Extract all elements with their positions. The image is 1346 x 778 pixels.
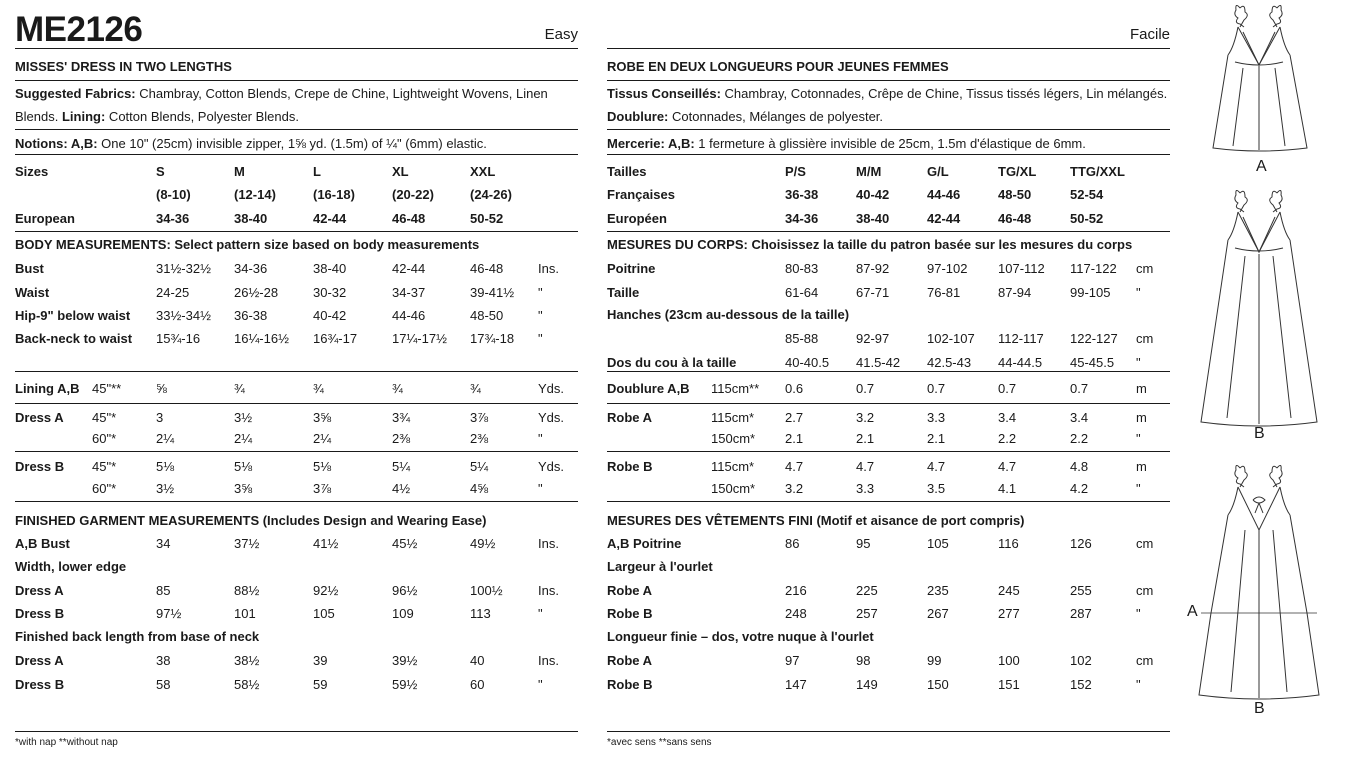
fabrics-text: Chambray, Cotton Blends, Crepe de Chine, Lightweight Wovens, Linen Blends.: [15, 86, 548, 124]
body-row-value: 34-36: [234, 261, 268, 276]
yardage-value: 4.2: [1070, 481, 1089, 496]
fabric-width: 60"*: [92, 431, 117, 446]
yardage-value: 4.7: [785, 459, 804, 474]
finished-bust-label: A,B Bust: [15, 536, 70, 551]
yardage-value: 3.3: [927, 410, 946, 425]
footnote: *avec sens **sans sens: [607, 737, 712, 748]
body-row-value: 97-102: [927, 261, 968, 276]
view-a-label: A: [1256, 158, 1267, 175]
yardage-row-value: ¾: [470, 381, 481, 396]
body-row-value: 61-64: [785, 285, 819, 300]
body-row-value: 31½-32½: [156, 261, 211, 276]
unit: Ins.: [538, 653, 559, 668]
yardage-row-value: 2⅜: [470, 431, 489, 446]
width-row-value: 96½: [392, 583, 418, 598]
size-range: (12-14): [234, 187, 276, 202]
footnote: *with nap **without nap: [15, 737, 118, 748]
unit: m: [1136, 381, 1147, 396]
unit: ": [1136, 606, 1141, 621]
dress-illustrations: [1183, 0, 1346, 773]
length-row-value: 38½: [234, 653, 260, 668]
unit: Ins.: [538, 583, 559, 598]
divider: [15, 731, 578, 732]
yardage-row-value: 2⅜: [392, 431, 411, 446]
divider: [607, 129, 1170, 130]
yardage-row-value: 3⅞: [313, 481, 332, 496]
european-size: 46-48: [998, 211, 1032, 226]
finished-heading: MESURES DES VÊTEMENTS FINI (Motif et aisance de port compris): [607, 513, 1025, 528]
divider: [607, 451, 1170, 452]
body-row-value: 24-25: [156, 285, 190, 300]
body-row-value: 117-122: [1070, 261, 1117, 276]
yardage-value: 3.4: [998, 410, 1017, 425]
width-row-value: 100½: [470, 583, 503, 598]
finished-bust-value: 34: [156, 536, 171, 551]
pattern-code: ME2126: [15, 10, 143, 49]
body-row-value: 38-40: [313, 261, 347, 276]
yardage-row-value: 3⅝: [313, 410, 332, 425]
yardage-row-value: 5¼: [470, 459, 489, 474]
body-row-value: 16¼-16½: [234, 331, 289, 346]
fabric-width: 60"*: [92, 481, 117, 496]
size-range: (24-26): [470, 187, 512, 202]
body-heading: MESURES DU CORPS: Choisissez la taille du patron basée sur les mesures du corps: [607, 237, 1133, 252]
european-size: 38-40: [234, 211, 268, 226]
yardage-value: 2.1: [785, 431, 804, 446]
yardage-row-value: 3: [156, 410, 164, 425]
fabric-width: 45"*: [92, 410, 117, 425]
back-label: Dos du cou à la taille: [607, 355, 737, 370]
size-range: (8-10): [156, 187, 191, 202]
length-row-value: 40: [470, 653, 485, 668]
length-row-value: 152: [1070, 677, 1092, 692]
body-row-value: 16¾-17: [313, 331, 358, 346]
dress-a-front-sketch: [1213, 5, 1307, 151]
finished-bust-value: 45½: [392, 536, 418, 551]
yardage-label: Doublure A,B: [607, 381, 690, 396]
width-row-value: 216: [785, 583, 807, 598]
divider: [15, 371, 578, 372]
width-row-value: 225: [856, 583, 878, 598]
unit: cm: [1136, 261, 1154, 276]
yardage-value: 4.7: [927, 459, 946, 474]
body-row-value: 44-46: [392, 308, 426, 323]
divider: [15, 80, 578, 81]
yardage-value: 3.5: [927, 481, 946, 496]
yardage-label: Robe A: [607, 410, 653, 425]
body-row-value: 34-37: [392, 285, 426, 300]
width-row-value: 88½: [234, 583, 260, 598]
yardage-row-value: 2¼: [313, 431, 332, 446]
yardage-value: 0.7: [998, 381, 1017, 396]
dress-b-front-sketch: [1201, 190, 1317, 426]
hip-row-value: 112-117: [998, 331, 1044, 346]
divider: [607, 403, 1170, 404]
length-row-label: Robe B: [607, 677, 653, 692]
european-size: 42-44: [927, 211, 961, 226]
body-row-value: 40-42: [313, 308, 347, 323]
body-row-value: 76-81: [927, 285, 961, 300]
unit: Ins.: [538, 261, 559, 276]
width-heading: Width, lower edge: [15, 559, 127, 574]
length-row-value: 149: [856, 677, 878, 692]
notions-label: Mercerie: A,B:: [607, 136, 695, 151]
width-row-value: 105: [313, 606, 335, 621]
section-title: MISSES' DRESS IN TWO LENGTHS: [15, 59, 232, 74]
body-row-value: 39-41½: [470, 285, 515, 300]
size-header: M/M: [856, 164, 882, 179]
divider: [15, 154, 578, 155]
fabrics-label: Tissus Conseillés:: [607, 86, 721, 101]
unit: m: [1136, 410, 1147, 425]
european-size: 42-44: [313, 211, 347, 226]
lining-text: Cotonnades, Mélanges de polyester.: [668, 109, 884, 124]
body-row-value: 42-44: [392, 261, 426, 276]
unit: Yds.: [538, 410, 565, 425]
yardage-row-value: 5¼: [392, 459, 411, 474]
yardage-row-value: ¾: [234, 381, 245, 396]
unit: m: [1136, 459, 1147, 474]
width-row-value: 287: [1070, 606, 1092, 621]
lining-text: Cotton Blends, Polyester Blends.: [105, 109, 299, 124]
yardage-label: Dress A: [15, 410, 64, 425]
width-row-value: 97½: [156, 606, 182, 621]
finished-bust-value: 126: [1070, 536, 1092, 551]
yardage-value: 3.2: [785, 481, 804, 496]
notions-label: Notions: A,B:: [15, 136, 98, 151]
fabrics-label: Suggested Fabrics:: [15, 86, 136, 101]
width-row-value: 245: [998, 583, 1020, 598]
notions-line: [15, 136, 487, 152]
divider: [607, 80, 1170, 81]
fabric-width: 150cm*: [711, 431, 756, 446]
body-row-value: 46-48: [470, 261, 504, 276]
section-title: ROBE EN DEUX LONGUEURS POUR JEUNES FEMMES: [607, 59, 949, 74]
yardage-value: 2.2: [998, 431, 1017, 446]
body-row-label: Back-neck to waist: [15, 331, 133, 346]
unit: Ins.: [538, 536, 559, 551]
length-row-value: 58½: [234, 677, 260, 692]
unit: ": [538, 431, 543, 446]
divider: [607, 371, 1170, 372]
size-header: TTG/XXL: [1070, 164, 1125, 179]
dress-sketches: [1183, 0, 1346, 773]
length-heading: Longueur finie – dos, votre nuque à l'ourlet: [607, 629, 874, 644]
yardage-label: Lining A,B: [15, 381, 80, 396]
size-header: G/L: [927, 164, 949, 179]
hip-row-value: 85-88: [785, 331, 819, 346]
back-row-value: 45-45.5: [1070, 355, 1115, 370]
yardage-row-value: 3½: [156, 481, 175, 496]
unit: ": [1136, 285, 1141, 300]
width-row-label: Dress B: [15, 606, 65, 621]
finished-heading: FINISHED GARMENT MEASUREMENTS (Includes Design and Wearing Ease): [15, 513, 487, 528]
divider: [15, 231, 578, 232]
yardage-value: 4.8: [1070, 459, 1089, 474]
back-row-value: 41.5-42: [856, 355, 901, 370]
yardage-value: 0.6: [785, 381, 804, 396]
yardage-row-value: 5⅛: [313, 459, 332, 474]
yardage-value: 2.7: [785, 410, 804, 425]
yardage-value: 0.7: [927, 381, 946, 396]
body-row-value: 87-92: [856, 261, 890, 276]
yardage-value: 4.7: [856, 459, 875, 474]
yardage-row-value: ⅝: [156, 381, 167, 396]
divider: [607, 231, 1170, 232]
size-header: P/S: [785, 164, 806, 179]
length-row-value: 102: [1070, 653, 1092, 668]
divider: [15, 501, 578, 502]
width-row-label: Robe A: [607, 583, 653, 598]
unit: ": [538, 606, 543, 621]
yardage-value: 2.2: [1070, 431, 1089, 446]
divider: [607, 501, 1170, 502]
divider: [607, 48, 1170, 49]
width-row-value: 113: [470, 606, 491, 621]
european-size: 50-52: [470, 211, 504, 226]
finished-bust-value: 105: [927, 536, 949, 551]
length-row-value: 147: [785, 677, 807, 692]
divider: [607, 154, 1170, 155]
unit: cm: [1136, 331, 1154, 346]
hip-row-value: 102-107: [927, 331, 975, 346]
unit: ": [538, 285, 543, 300]
divider: [15, 48, 578, 49]
width-row-value: 248: [785, 606, 807, 621]
unit: ": [538, 677, 543, 692]
finished-bust-value: 86: [785, 536, 800, 551]
yardage-value: 4.7: [998, 459, 1017, 474]
notions-text: 1 fermeture à glissière invisible de 25cm, 1.5m d'élastique de 6mm.: [694, 136, 1086, 151]
unit: ": [538, 481, 543, 496]
width-row-value: 92½: [313, 583, 339, 598]
size-header: S: [156, 164, 165, 179]
size-header: TG/XL: [998, 164, 1037, 179]
unit: ": [538, 308, 543, 323]
difficulty-label: Facile: [1129, 26, 1170, 43]
width-row-value: 85: [156, 583, 171, 598]
hip-row-value: 92-97: [856, 331, 890, 346]
length-row-value: 59: [313, 677, 328, 692]
european-size: 38-40: [856, 211, 890, 226]
yardage-row-value: 5⅛: [156, 459, 175, 474]
francaises-label: Françaises: [607, 187, 675, 202]
size-header: XXL: [470, 164, 496, 179]
back-row-value: 44-44.5: [998, 355, 1043, 370]
body-row-value: 33½-34½: [156, 308, 211, 323]
width-row-value: 257: [856, 606, 878, 621]
fabrics-text: Chambray, Cotonnades, Crêpe de Chine, Tissus tissés légers, Lin mélangés.: [720, 86, 1168, 101]
unit: cm: [1136, 583, 1154, 598]
european-size: 50-52: [1070, 211, 1104, 226]
lining-label: Doublure:: [607, 109, 669, 124]
view-b-back-label: B: [1254, 700, 1265, 717]
yardage-value: 2.1: [856, 431, 875, 446]
unit: ": [1136, 481, 1141, 496]
width-row-label: Robe B: [607, 606, 653, 621]
fabric-width: 115cm*: [711, 459, 755, 474]
length-row-value: 38: [156, 653, 171, 668]
notions-line: [607, 136, 1086, 152]
yardage-row-value: ¾: [313, 381, 324, 396]
width-row-label: Dress A: [15, 583, 64, 598]
unit: ": [1136, 677, 1141, 692]
fabric-width: 45"**: [92, 381, 122, 396]
body-row-label: Waist: [15, 285, 50, 300]
yardage-row-value: ¾: [392, 381, 403, 396]
dress-back-sketch: [1199, 465, 1319, 699]
length-row-value: 151: [998, 677, 1020, 692]
yardage-row-value: 3⅞: [470, 410, 489, 425]
finished-bust-value: 95: [856, 536, 871, 551]
finished-bust-value: 49½: [470, 536, 496, 551]
yardage-value: 0.7: [856, 381, 875, 396]
european-label: European: [15, 211, 75, 226]
size-header: M: [234, 164, 245, 179]
french-size: 48-50: [998, 187, 1032, 202]
yardage-row-value: 3½: [234, 410, 253, 425]
length-row-value: 150: [927, 677, 949, 692]
body-row-value: 26½-28: [234, 285, 279, 300]
yardage-value: 3.4: [1070, 410, 1089, 425]
european-size: 46-48: [392, 211, 426, 226]
hip-label: Hanches (23cm au-dessous de la taille): [607, 307, 850, 322]
fabric-width: 115cm**: [711, 381, 760, 396]
width-row-value: 267: [927, 606, 949, 621]
body-heading: BODY MEASUREMENTS: Select pattern size based on body measurements: [15, 237, 480, 252]
yardage-row-value: 4½: [392, 481, 411, 496]
width-row-value: 277: [998, 606, 1020, 621]
divider: [15, 129, 578, 130]
french-size: 52-54: [1070, 187, 1104, 202]
size-header: L: [313, 164, 321, 179]
yardage-value: 3.2: [856, 410, 875, 425]
yardage-row-value: 2¼: [156, 431, 175, 446]
length-row-value: 97: [785, 653, 800, 668]
lining-label: Lining:: [61, 109, 106, 124]
body-row-label: Bust: [15, 261, 44, 276]
divider: [607, 731, 1170, 732]
french-size: 36-38: [785, 187, 819, 202]
length-row-value: 98: [856, 653, 871, 668]
sizes-label: Sizes: [15, 164, 49, 179]
yardage-row-value: 3⅝: [234, 481, 253, 496]
width-row-value: 109: [392, 606, 414, 621]
body-row-label: Taille: [607, 285, 640, 300]
body-row-value: 17¾-18: [470, 331, 515, 346]
french-size: 44-46: [927, 187, 961, 202]
body-row-label: Hip-9" below waist: [15, 308, 131, 323]
size-header: XL: [392, 164, 409, 179]
unit: cm: [1136, 536, 1154, 551]
unit: ": [1136, 431, 1141, 446]
width-row-value: 255: [1070, 583, 1092, 598]
french-size: 40-42: [856, 187, 890, 202]
finished-bust-label: A,B Poitrine: [607, 536, 682, 551]
size-range: (16-18): [313, 187, 355, 202]
yardage-value: 2.1: [927, 431, 946, 446]
size-range: (20-22): [392, 187, 434, 202]
divider: [15, 451, 578, 452]
unit: ": [1136, 355, 1141, 370]
divider: [15, 403, 578, 404]
back-row-value: 42.5-43: [927, 355, 972, 370]
length-row-label: Dress B: [15, 677, 65, 692]
yardage-label: Dress B: [15, 459, 65, 474]
body-row-value: 99-105: [1070, 285, 1111, 300]
width-heading: Largeur à l'ourlet: [607, 559, 713, 574]
back-row-value: 40-40.5: [785, 355, 830, 370]
yardage-value: 0.7: [1070, 381, 1089, 396]
hemline-a-label: A: [1187, 603, 1198, 620]
yardage-row-value: 4⅝: [470, 481, 489, 496]
yardage-row-value: 3¾: [392, 410, 411, 425]
length-row-value: 99: [927, 653, 942, 668]
fabrics-paragraph: [15, 82, 578, 128]
european-size: 34-36: [785, 211, 819, 226]
fabric-width: 45"*: [92, 459, 117, 474]
finished-bust-value: 41½: [313, 536, 339, 551]
length-row-value: 39½: [392, 653, 418, 668]
body-row-value: 48-50: [470, 308, 504, 323]
body-row-value: 15¾-16: [156, 331, 201, 346]
european-label: Européen: [607, 211, 667, 226]
body-row-value: 67-71: [856, 285, 890, 300]
length-row-value: 58: [156, 677, 171, 692]
yardage-label: Robe B: [607, 459, 653, 474]
finished-bust-value: 37½: [234, 536, 260, 551]
width-row-value: 235: [927, 583, 949, 598]
unit: Yds.: [538, 381, 565, 396]
yardage-row-value: 2¼: [234, 431, 253, 446]
notions-text: One 10" (25cm) invisible zipper, 1⅝ yd. (1.5m) of ¼" (6mm) elastic.: [97, 136, 487, 151]
body-row-value: 36-38: [234, 308, 268, 323]
width-row-value: 101: [234, 606, 256, 621]
hip-row-value: 122-127: [1070, 331, 1118, 346]
difficulty-label: Easy: [544, 26, 578, 43]
yardage-value: 3.3: [856, 481, 875, 496]
unit: ": [538, 331, 543, 346]
body-row-value: 17¼-17½: [392, 331, 447, 346]
unit: cm: [1136, 653, 1154, 668]
body-row-value: 107-112: [998, 261, 1045, 276]
length-heading: Finished back length from base of neck: [15, 629, 260, 644]
length-row-value: 59½: [392, 677, 418, 692]
length-row-value: 39: [313, 653, 328, 668]
body-row-value: 87-94: [998, 285, 1032, 300]
european-size: 34-36: [156, 211, 190, 226]
length-row-label: Dress A: [15, 653, 64, 668]
yardage-value: 4.1: [998, 481, 1017, 496]
unit: Yds.: [538, 459, 565, 474]
length-row-value: 60: [470, 677, 485, 692]
finished-bust-value: 116: [998, 536, 1019, 551]
sizes-label: Tailles: [607, 164, 647, 179]
body-row-label: Poitrine: [607, 261, 656, 276]
body-row-value: 80-83: [785, 261, 819, 276]
length-row-label: Robe A: [607, 653, 653, 668]
view-b-label: B: [1254, 425, 1265, 442]
yardage-row-value: 5⅛: [234, 459, 253, 474]
fabric-width: 150cm*: [711, 481, 756, 496]
length-row-value: 100: [998, 653, 1020, 668]
fabric-width: 115cm*: [711, 410, 755, 425]
body-row-value: 30-32: [313, 285, 347, 300]
fabrics-paragraph: [607, 82, 1170, 128]
